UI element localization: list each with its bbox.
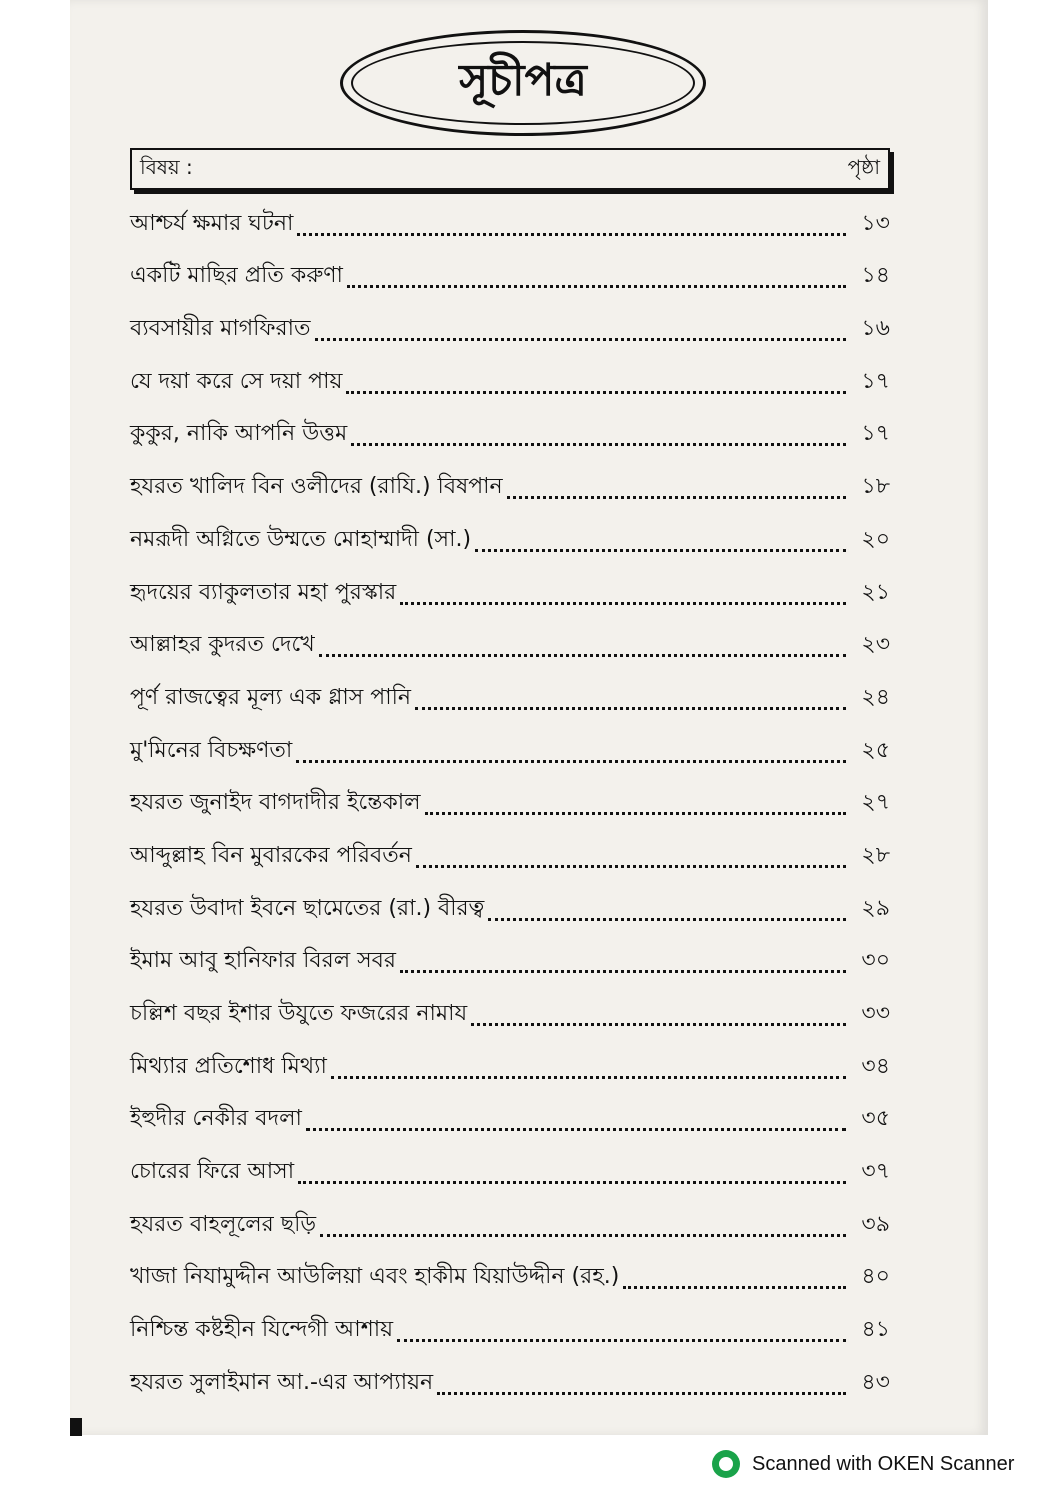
dot-leader <box>400 602 846 605</box>
page-title: সূচীপত্র <box>459 54 587 106</box>
toc-entry-title: চল্লিশ বছর ইশার উযুতে ফজরের নামায <box>130 1001 468 1026</box>
toc-entry-page: ৪৩ <box>861 1369 890 1395</box>
toc-entry-page: ২৪ <box>861 684 890 710</box>
toc-entry-page: ৩৭ <box>861 1159 890 1185</box>
dot-leader <box>415 707 846 710</box>
page-edge-shadow <box>70 1418 82 1436</box>
toc-entry-page: ৩৫ <box>861 1106 890 1132</box>
toc-entry-title: কুকুর, নাকি আপনি উত্তম <box>130 421 348 447</box>
toc-entry <box>130 565 890 618</box>
dot-leader <box>306 1128 846 1131</box>
toc-entry-page: ১৮ <box>861 474 890 500</box>
toc-entry-title: একটি মাছির প্রতি করুণা <box>130 263 343 289</box>
toc-entry <box>130 512 890 565</box>
toc-entry-page: ৪১ <box>861 1317 890 1343</box>
toc-entry-page: ২৩ <box>861 632 890 658</box>
toc-entry <box>130 1144 890 1197</box>
toc-entry <box>130 1302 890 1355</box>
toc-entry-title: আশ্চর্য ক্ষমার ঘটনা <box>130 210 294 236</box>
toc-entry-title: মিথ্যার প্রতিশোধ মিথ্যা <box>130 1053 327 1079</box>
toc-entry-page: ২৮ <box>861 842 890 868</box>
dot-leader <box>331 1076 846 1079</box>
dot-leader <box>623 1286 846 1289</box>
toc-entry <box>130 1355 890 1408</box>
toc-entry <box>130 354 890 407</box>
oken-scanner-icon <box>712 1450 740 1478</box>
toc-entry-title: মু'মিনের বিচক্ষণতা <box>130 737 293 763</box>
toc-entry-page: ১৭ <box>861 421 890 447</box>
toc-entry-title: আব্দুল্লাহ বিন মুবারকের পরিবর্তন <box>130 842 412 868</box>
toc-entry-title: নিশ্চিন্ত কষ্টহীন যিন্দেগী আশায় <box>130 1317 394 1343</box>
dot-leader <box>346 391 846 394</box>
toc-entry-page: ১৬ <box>861 316 890 342</box>
dot-leader <box>320 1234 846 1237</box>
dot-leader <box>475 549 846 552</box>
toc-entry-page: ৩৪ <box>861 1053 890 1079</box>
toc-entry-page: ২৫ <box>861 737 890 763</box>
toc-entry-title: হযরত জুনাইদ বাগদাদীর ইন্তেকাল <box>130 790 421 816</box>
toc-entry <box>130 1250 890 1303</box>
dot-leader <box>471 1023 846 1026</box>
toc-entry-title: হযরত সুলাইমান আ.-এর আপ্যায়ন <box>130 1369 434 1395</box>
toc-entry <box>130 776 890 829</box>
dot-leader <box>416 865 846 868</box>
watermark-text: Scanned with OKEN Scanner <box>752 1452 1015 1475</box>
dot-leader <box>297 233 846 236</box>
toc-entry <box>130 249 890 302</box>
toc-header-subject: বিষয় : <box>140 154 193 179</box>
toc-entry <box>130 1197 890 1250</box>
toc-entry <box>130 459 890 512</box>
dot-leader <box>296 760 846 763</box>
dot-leader <box>351 443 846 446</box>
dot-leader <box>347 285 846 288</box>
toc-entry-page: ৩০ <box>861 948 890 974</box>
toc-entry-page: ২১ <box>861 579 890 605</box>
toc-entry-page: ১৪ <box>861 263 890 289</box>
toc-entry <box>130 1039 890 1092</box>
toc-entry-title: আল্লাহর কুদরত দেখে <box>130 632 315 658</box>
dot-leader <box>319 654 846 657</box>
dot-leader <box>397 1339 846 1342</box>
toc-entry-title: নমরূদী অগ্নিতে উম্মতে মোহাম্মাদী (সা.) <box>130 526 472 552</box>
toc-entry-title: হযরত খালিদ বিন ওলীদের (রাযি.) বিষপান <box>130 474 503 500</box>
scanner-watermark <box>712 1444 1014 1484</box>
toc-entry-title: হযরত উবাদা ইবনে ছামেতের (রা.) বীরত্ব <box>130 895 485 921</box>
title-frame <box>340 30 706 136</box>
toc-entry-page: ৪০ <box>861 1264 890 1290</box>
dot-leader <box>507 496 846 499</box>
toc-entry-title: চোরের ফিরে আসা <box>130 1159 295 1185</box>
toc-entry <box>130 828 890 881</box>
toc-entry-page: ৩৩ <box>861 1001 890 1026</box>
toc-entry <box>130 986 890 1039</box>
toc-entry <box>130 301 890 354</box>
toc-entry-page: ২০ <box>861 526 890 552</box>
toc-entry-title: ইমাম আবু হানিফার বিরল সবর <box>130 948 396 974</box>
toc-list <box>130 196 890 1408</box>
toc-entry-page: ১৭ <box>861 368 890 394</box>
toc-header-page: পৃষ্ঠা <box>847 154 880 179</box>
toc-entry-page: ৩৯ <box>861 1211 890 1237</box>
toc-entry-title: যে দয়া করে সে দয়া পায় <box>130 368 343 394</box>
toc-entry <box>130 618 890 671</box>
toc-entry-page: ২৭ <box>861 790 890 816</box>
dot-leader <box>488 918 846 921</box>
toc-entry-page: ১৩ <box>861 210 890 236</box>
toc-entry <box>130 407 890 460</box>
toc-entry-title: ইহুদীর নেকীর বদলা <box>130 1106 302 1132</box>
dot-leader <box>400 970 846 973</box>
toc-entry <box>130 881 890 934</box>
dot-leader <box>425 812 846 815</box>
toc-entry-title: ব্যবসায়ীর মাগফিরাত <box>130 316 311 342</box>
toc-entry <box>130 934 890 987</box>
toc-header <box>130 148 890 190</box>
toc-entry-page: ২৯ <box>861 895 890 921</box>
toc-entry <box>130 670 890 723</box>
dot-leader <box>437 1392 846 1395</box>
dot-leader <box>298 1181 846 1184</box>
toc-entry-title: হৃদয়ের ব্যাকুলতার মহা পুরস্কার <box>130 579 397 605</box>
toc-entry <box>130 1092 890 1145</box>
toc-entry-title: হযরত বাহলূলের ছড়ি <box>130 1211 317 1237</box>
toc-entry <box>130 723 890 776</box>
dot-leader <box>315 338 846 341</box>
toc-entry <box>130 196 890 249</box>
toc-entry-title: পূর্ণ রাজত্বের মূল্য এক গ্লাস পানি <box>130 684 411 710</box>
toc-entry-title: খাজা নিযামুদ্দীন আউলিয়া এবং হাকীম যিয়াউদ্দীন (রহ.) <box>130 1264 620 1290</box>
